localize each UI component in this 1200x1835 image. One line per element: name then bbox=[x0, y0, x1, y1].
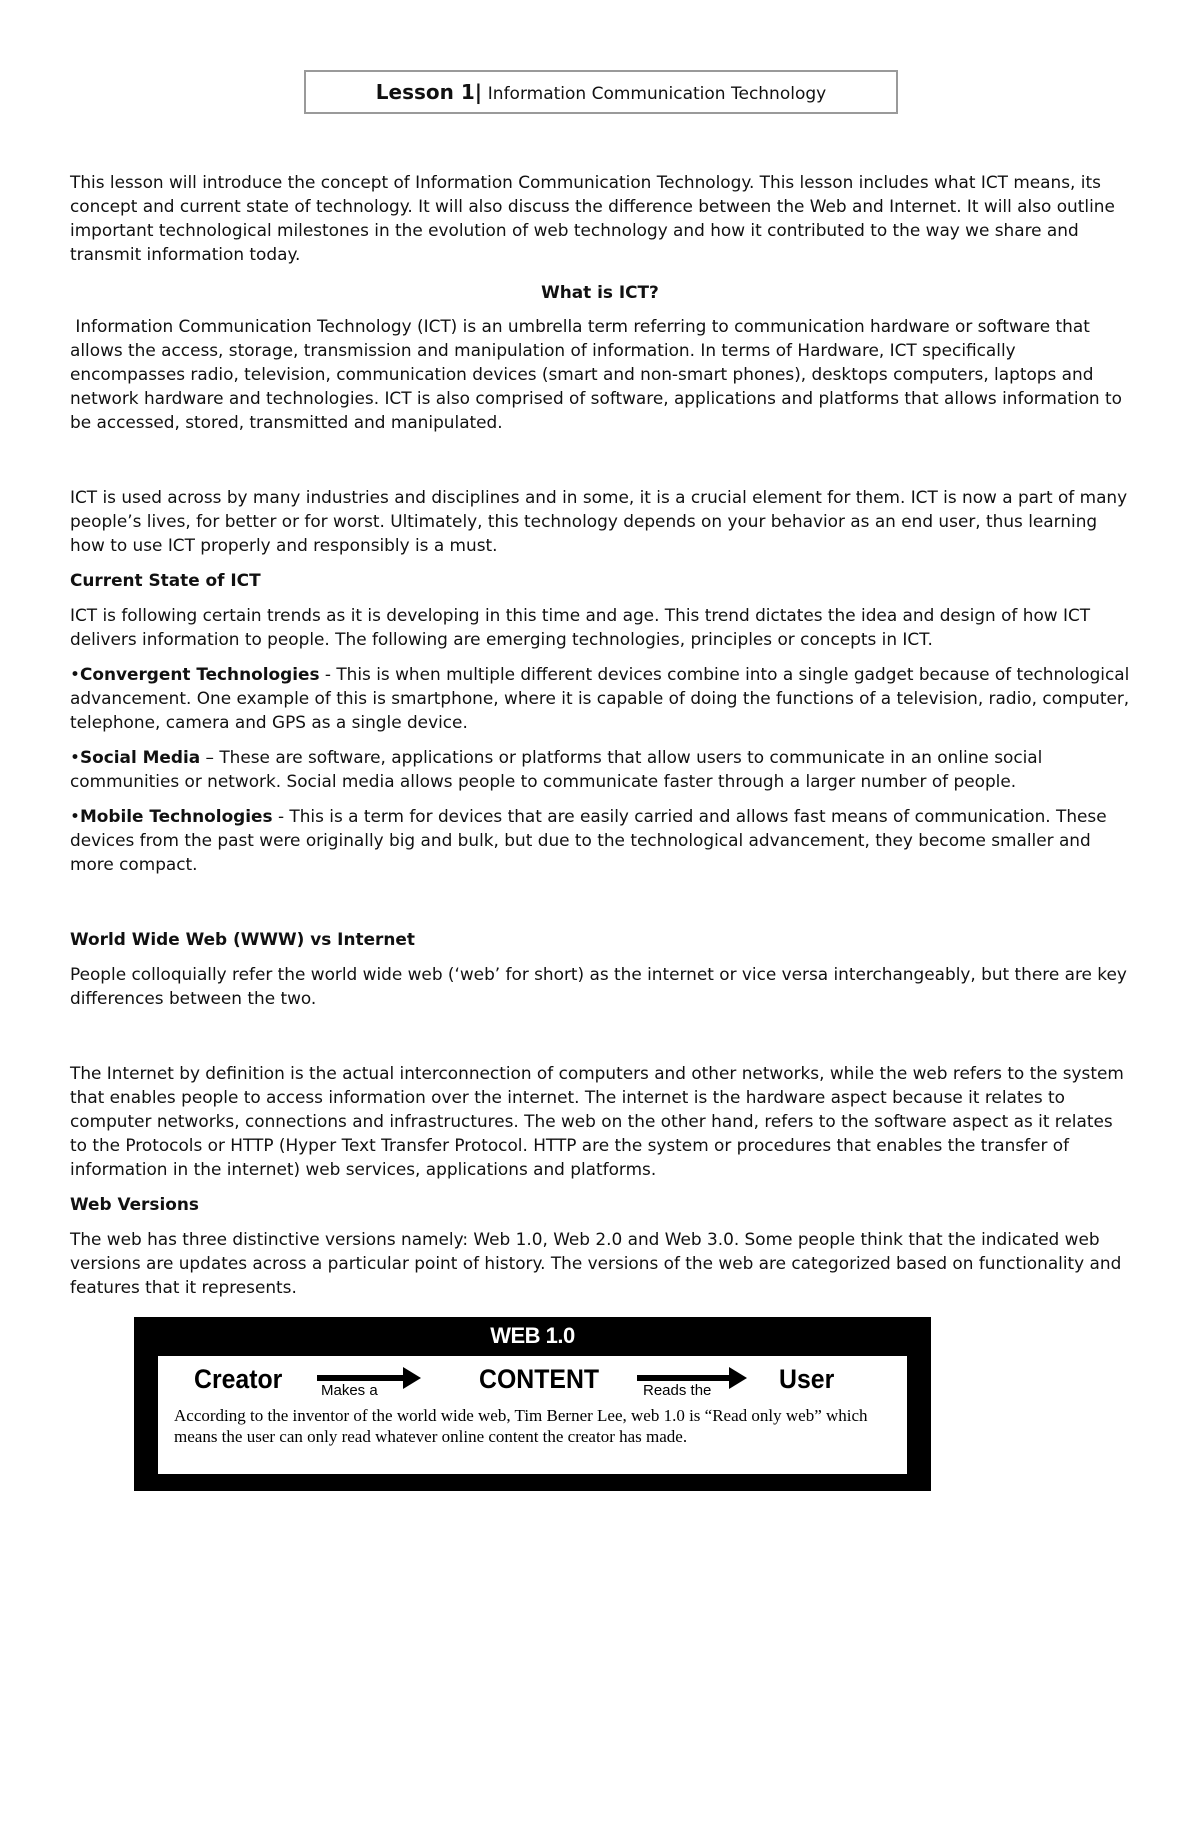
lesson-title: Information Communication Technology bbox=[487, 84, 827, 104]
www-paragraph-1: People colloquially refer the world wide web (‘web’ for short) as the internet or vice versa interchangeably, but there are key differences between the two. bbox=[70, 964, 1127, 1008]
current-state-paragraph: ICT is following certain trends as it is developing in this time and age. This trend dictates the idea and design of how ICT delivers information to people. The following are emerging technologies, principles or concepts in ICT. bbox=[70, 605, 1091, 649]
figure-creator-label: Creator bbox=[194, 1364, 283, 1394]
trend-text: – These are software, applications or platforms that allow users to communicate in an online social communities or network. Social media allows people to communicate faster through a larger number of people. bbox=[70, 747, 1043, 791]
figure-makes-label: Makes a bbox=[321, 1382, 378, 1399]
bullet-icon: • bbox=[70, 664, 80, 684]
document-body bbox=[70, 170, 1130, 1310]
intro-paragraph: This lesson will introduce the concept of Information Communication Technology. This lesson includes what ICT means, its concept and current state of technology. It will also discuss the difference between the Web and Internet. It will also outline important technological milestones in the evolution of web technology and how it contributed to the way we share and transmit information today. bbox=[70, 172, 1115, 264]
trend-text: - This is a term for devices that are easily carried and allows fast means of communication. These devices from the past were originally big and bulk, but due to the technological advancement, they become smaller and more compact. bbox=[70, 806, 1107, 874]
www-paragraph-2: The Internet by definition is the actual interconnection of computers and other networks, while the web refers to the system that enables people to access information over the internet. The internet is the hardware aspect because it relates to computer networks, connections and infrastructures. The web on the other hand, refers to the software aspect as it relates to the Protocols or HTTP (Hyper Text Transfer Protocol. HTTP are the system or procedures that enables the transfer of information in the internet) web services, applications and platforms. bbox=[70, 1063, 1124, 1179]
bullet-icon: • bbox=[70, 747, 80, 767]
what-is-ict-heading: What is ICT? bbox=[541, 282, 659, 302]
current-state-heading: Current State of ICT bbox=[70, 570, 261, 590]
figure-description: According to the inventor of the world wide web, Tim Berner Lee, web 1.0 is “Read only web” which means the user can only read whatever online content the creator has made. bbox=[174, 1406, 868, 1446]
trend-item-social-media bbox=[70, 745, 1130, 793]
what-is-ict-paragraph-1: Information Communication Technology (ICT) is an umbrella term referring to communication hardware or software that allows the access, storage, transmission and manipulation of information. In terms of Hardware, ICT specifically encompasses radio, television, communication devices (smart and non-smart phones), desktops computers, laptops and network hardware and technologies. ICT is also comprised of software, applications and platforms that allows information to be accessed, stored, transmitted and manipulated. bbox=[70, 316, 1128, 432]
lesson-label: Lesson 1| bbox=[375, 80, 483, 104]
what-is-ict-paragraph-2: ICT is used across by many industries and disciplines and in some, it is a crucial element for them. ICT is now a part of many people’s lives, for better or for worst. Ultimately, this technology depends on your behavior as an end user, thus learning how to use ICT properly and responsibly is a must. bbox=[70, 487, 1128, 555]
bullet-icon: • bbox=[70, 806, 80, 826]
web-1-0-figure bbox=[134, 1317, 931, 1491]
trend-item-mobile bbox=[70, 804, 1130, 876]
trend-item-convergent bbox=[70, 662, 1130, 734]
arrow-right-icon bbox=[637, 1366, 747, 1390]
trend-term: Mobile Technologies bbox=[79, 806, 273, 826]
figure-reads-label: Reads the bbox=[643, 1382, 712, 1399]
figure-user-label: User bbox=[779, 1364, 835, 1394]
figure-panel bbox=[158, 1356, 907, 1474]
web-versions-heading: Web Versions bbox=[70, 1194, 199, 1214]
arrow-right-icon bbox=[317, 1366, 421, 1390]
trend-term: Convergent Technologies bbox=[79, 664, 320, 684]
trend-text: - This is when multiple different devices combine into a single gadget because of technological advancement. One example of this is smartphone, where it is capable of doing the functions of a television, radio, computer, telephone, camera and GPS as a single device. bbox=[70, 664, 1130, 732]
lesson-title-box bbox=[304, 70, 898, 114]
trend-term: Social Media bbox=[79, 747, 201, 767]
web-versions-paragraph: The web has three distinctive versions namely: Web 1.0, Web 2.0 and Web 3.0. Some people think that the indicated web versions are updates across a particular point of history. The versions of the web are categorized based on functionality and features that it represents. bbox=[70, 1229, 1122, 1297]
www-vs-internet-heading: World Wide Web (WWW) vs Internet bbox=[70, 929, 415, 949]
figure-title: WEB 1.0 bbox=[490, 1323, 575, 1348]
figure-content-label: CONTENT bbox=[479, 1364, 600, 1394]
